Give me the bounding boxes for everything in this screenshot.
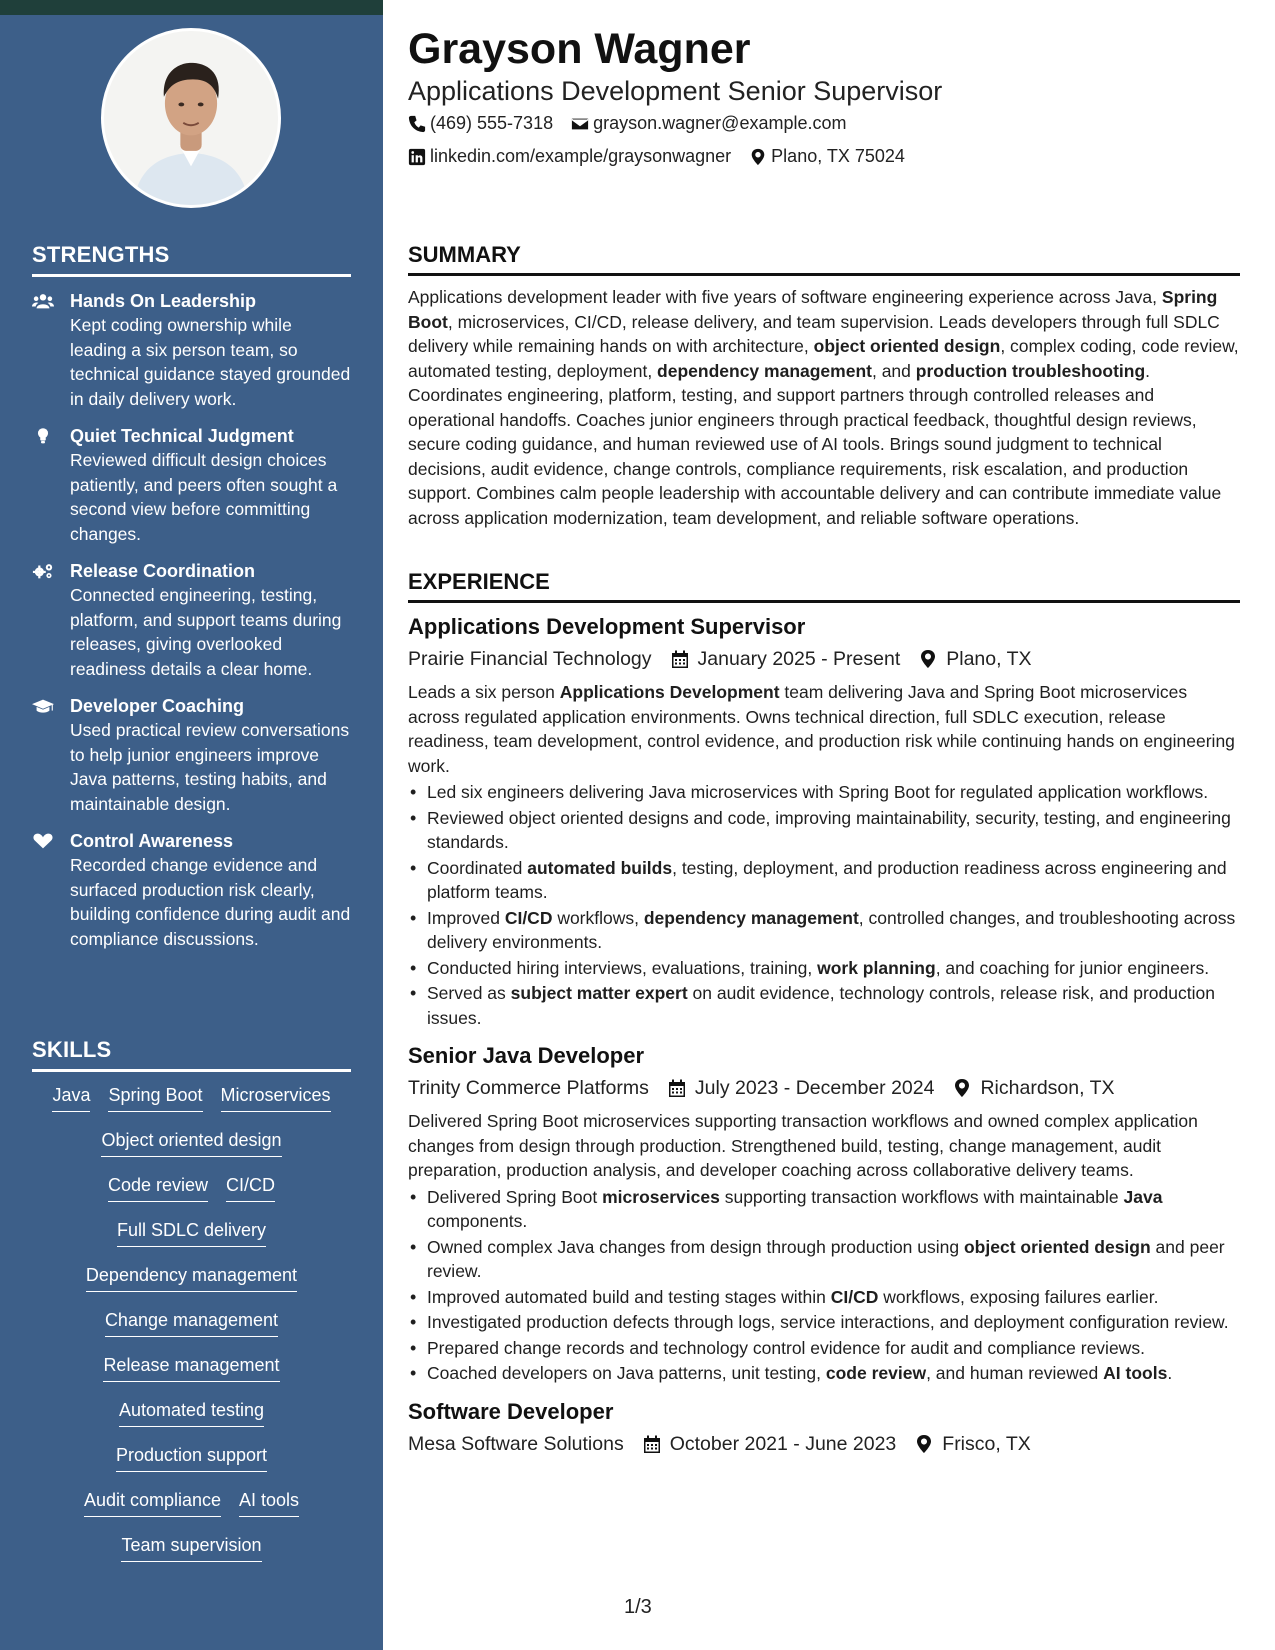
skill-row	[32, 1443, 351, 1488]
contact-row	[408, 113, 864, 134]
job-summary: Leads a six person Applications Development team delivering Java and Spring Boot microservices across regulated application environments. Owns technical direction, full SDLC execution, release readiness, team development, control evidence, and production risk while continuing hands on engineering work.	[408, 682, 1235, 776]
strength-item	[32, 559, 351, 681]
emphasis-text: subject matter expert	[510, 983, 688, 1003]
job-entry	[408, 1398, 1240, 1458]
map-pin-icon	[918, 649, 938, 669]
skill-tag: Microservices	[221, 1083, 331, 1112]
job-bullet: • Led six engineers delivering Java microservices with Spring Boot for regulated application workflows.	[408, 780, 1240, 805]
summary-section	[408, 242, 1240, 530]
candidate-headline: Applications Development Senior Supervisor	[408, 76, 943, 106]
skill-tag: Production support	[116, 1443, 267, 1472]
emphasis-text: Java	[1123, 1186, 1163, 1207]
job-bullet: • Investigated production defects through logs, service interactions, and deployment configuration review.	[408, 1310, 1240, 1335]
job-title: Applications Development Supervisor	[408, 614, 806, 639]
map-pin-icon	[749, 148, 767, 166]
job-bullet: • Prepared change records and technology control evidence for audit and compliance reviews.	[408, 1336, 1240, 1361]
skill-tag: Object oriented design	[101, 1128, 281, 1157]
strength-title: Developer Coaching	[70, 696, 245, 716]
skills-list	[32, 1083, 351, 1578]
profile-photo	[101, 28, 281, 208]
strengths-list	[32, 289, 351, 951]
emphasis-text: Spring Boot	[408, 287, 1218, 332]
job-location: Richardson, TX	[952, 1074, 1114, 1102]
strength-title: Release Coordination	[70, 561, 256, 581]
strength-title: Quiet Technical Judgment	[70, 426, 294, 446]
skill-tag: Automated testing	[119, 1398, 264, 1427]
skill-tag: Code review	[108, 1173, 208, 1202]
strength-item	[32, 289, 351, 411]
skill-row	[32, 1533, 351, 1578]
emphasis-text: Applications Development	[559, 682, 780, 702]
strength-description: Kept coding ownership while leading a six person team, so technical guidance stayed grounded in daily delivery work.	[70, 315, 351, 409]
job-bullet: • Delivered Spring Boot microservices supporting transaction workflows with maintainable Java components.	[408, 1185, 1240, 1234]
strengths-heading: STRENGTHS	[32, 242, 351, 277]
email-text: grayson.wagner@example.com	[593, 113, 847, 133]
job-company: Prairie Financial Technology	[408, 648, 652, 670]
page-number: 1/3	[624, 1596, 652, 1618]
job-bullet: • Reviewed object oriented designs and code, improving maintainability, security, testing, and engineering standards.	[408, 806, 1240, 855]
emphasis-text: dependency management	[643, 907, 859, 928]
location-contact	[749, 146, 905, 167]
lightbulb-icon	[32, 424, 70, 546]
job-bullet: • Conducted hiring interviews, evaluations, training, work planning, and coaching for junior engineers.	[408, 956, 1240, 981]
job-summary: Delivered Spring Boot microservices supporting transaction workflows and owned complex application changes from design through production. Strengthened build, testing, change management, audit preparation, production analysis, and developer coaching across collaborative delivery teams.	[408, 1111, 1198, 1180]
job-bullet: • Owned complex Java changes from design through production using object oriented design and peer review.	[408, 1235, 1240, 1284]
skill-tag: Release management	[103, 1353, 279, 1382]
skill-row	[32, 1128, 351, 1173]
job-dates: October 2021 - June 2023	[642, 1430, 897, 1458]
users-icon	[32, 289, 70, 411]
skill-tag: Change management	[105, 1308, 278, 1337]
job-bullet: • Served as subject matter expert on audit evidence, technology controls, release risk, and production issues.	[408, 981, 1240, 1030]
linkedin-text: linkedin.com/example/graysonwagner	[430, 146, 732, 166]
job-bullet: • Improved automated build and testing stages within CI/CD workflows, exposing failures earlier.	[408, 1285, 1240, 1310]
emphasis-text: object oriented design	[963, 1236, 1151, 1257]
skill-row	[32, 1398, 351, 1443]
strength-description: Reviewed difficult design choices patiently, and peers often sought a second view before committing changes.	[70, 450, 338, 544]
job-meta	[408, 1074, 1240, 1102]
location-text: Plano, TX 75024	[771, 146, 905, 166]
profile-photo-image	[104, 31, 278, 205]
calendar-icon	[670, 649, 690, 669]
job-bullet: • Coached developers on Java patterns, unit testing, code review, and human reviewed AI tools.	[408, 1361, 1240, 1386]
skill-tag: Full SDLC delivery	[117, 1218, 266, 1247]
skill-tag: Java	[52, 1083, 90, 1112]
emphasis-text: AI tools	[1103, 1363, 1168, 1383]
strength-title: Control Awareness	[70, 831, 234, 851]
experience-section	[408, 569, 1240, 1458]
job-meta	[408, 645, 1240, 673]
job-title: Software Developer	[408, 1398, 614, 1424]
job-bullet: • Improved CI/CD workflows, dependency management, controlled changes, and troubleshooting across delivery environments.	[408, 906, 1240, 955]
skills-section	[32, 1037, 351, 1578]
job-company: Mesa Software Solutions	[408, 1432, 624, 1455]
job-location: Plano, TX	[918, 645, 1031, 673]
job-location: Frisco, TX	[914, 1430, 1030, 1458]
sidebar	[0, 0, 383, 1650]
skill-tag: Team supervision	[121, 1533, 261, 1562]
gears-icon	[32, 559, 70, 681]
strength-description: Used practical review conversations to help junior engineers improve Java patterns, testing habits, and maintainable design.	[70, 720, 350, 814]
emphasis-text: work planning	[817, 957, 936, 978]
linkedin-contact[interactable]	[408, 146, 731, 167]
jobs-list	[408, 613, 1240, 1458]
contact-row	[408, 146, 923, 167]
strength-description: Recorded change evidence and surfaced production risk clearly, building confidence during audit and compliance discussions.	[70, 855, 351, 949]
sidebar-top-bar	[0, 0, 383, 15]
graduation-cap-icon	[32, 694, 70, 816]
job-company: Trinity Commerce Platforms	[408, 1077, 649, 1099]
emphasis-text: production troubleshooting	[915, 360, 1146, 381]
phone-icon	[408, 115, 426, 133]
strengths-section	[32, 242, 351, 964]
summary-heading: SUMMARY	[408, 242, 1240, 276]
email-contact[interactable]	[571, 113, 846, 134]
strength-description: Connected engineering, testing, platform, and support teams during releases, giving overlooked readiness details a clear home.	[70, 585, 342, 679]
strength-item	[32, 424, 351, 546]
strength-item	[32, 694, 351, 816]
linkedin-icon	[408, 148, 426, 166]
emphasis-text: code review	[825, 1363, 927, 1383]
job-entry	[408, 613, 1240, 1030]
skills-heading: SKILLS	[32, 1037, 351, 1072]
summary-text: Applications development leader with five years of software engineering experience across Java, Spring Boot, microservices, CI/CD, release delivery, and team supervision. Leads developers through full SDLC delivery while remaining hands on with architecture, object oriented design, complex coding, code review, automated testing, deployment, dependency management, and production troubleshooting. Coordinates engineering, platform, testing, and support partners through controlled releases and operational handoffs. Coaches junior engineers through practical feedback, thoughtful design reviews, secure coding guidance, and human reviewed use of AI tools. Brings sound judgment to technical decisions, audit evidence, change controls, compliance requirements, risk escalation, and production support. Combines calm people leadership with accountable delivery and can contribute immediate value across application modernization, team development, and reliable software operations.	[408, 287, 1239, 528]
emphasis-text: microservices	[602, 1186, 720, 1207]
skill-tag: Spring Boot	[108, 1083, 202, 1112]
job-bullets	[408, 780, 1240, 1030]
job-dates: July 2023 - December 2024	[667, 1074, 935, 1102]
job-bullet: • Coordinated automated builds, testing, deployment, and production readiness across engineering and platform teams.	[408, 856, 1240, 905]
strength-title: Hands On Leadership	[70, 291, 257, 311]
emphasis-text: dependency management	[657, 360, 872, 381]
skill-row	[32, 1173, 351, 1218]
strength-item	[32, 829, 351, 951]
skill-row	[32, 1353, 351, 1398]
skill-row	[32, 1488, 351, 1533]
phone-contact[interactable]	[408, 113, 553, 134]
job-dates: January 2025 - Present	[670, 645, 901, 673]
job-title: Senior Java Developer	[408, 1043, 645, 1068]
calendar-icon	[667, 1078, 687, 1098]
map-pin-icon	[952, 1078, 972, 1098]
skill-tag: Dependency management	[86, 1263, 297, 1292]
map-pin-icon	[914, 1434, 934, 1454]
job-bullets	[408, 1185, 1240, 1386]
emphasis-text: CI/CD	[830, 1286, 879, 1307]
calendar-icon	[642, 1434, 662, 1454]
skill-row	[32, 1083, 351, 1128]
skill-row	[32, 1263, 351, 1308]
skill-row	[32, 1218, 351, 1263]
skill-tag: AI tools	[239, 1488, 299, 1517]
envelope-icon	[571, 115, 589, 133]
skill-tag: CI/CD	[226, 1173, 275, 1202]
phone-text: (469) 555-7318	[430, 113, 554, 133]
emphasis-text: automated builds	[527, 857, 673, 878]
skill-row	[32, 1308, 351, 1353]
emphasis-text: CI/CD	[504, 907, 553, 928]
experience-heading: EXPERIENCE	[408, 569, 1240, 603]
skill-tag: Audit compliance	[84, 1488, 221, 1517]
emphasis-text: object oriented design	[813, 336, 1001, 356]
heart-icon	[32, 829, 70, 951]
candidate-name: Grayson Wagner	[408, 25, 751, 73]
job-entry	[408, 1042, 1240, 1386]
job-meta	[408, 1430, 1240, 1458]
